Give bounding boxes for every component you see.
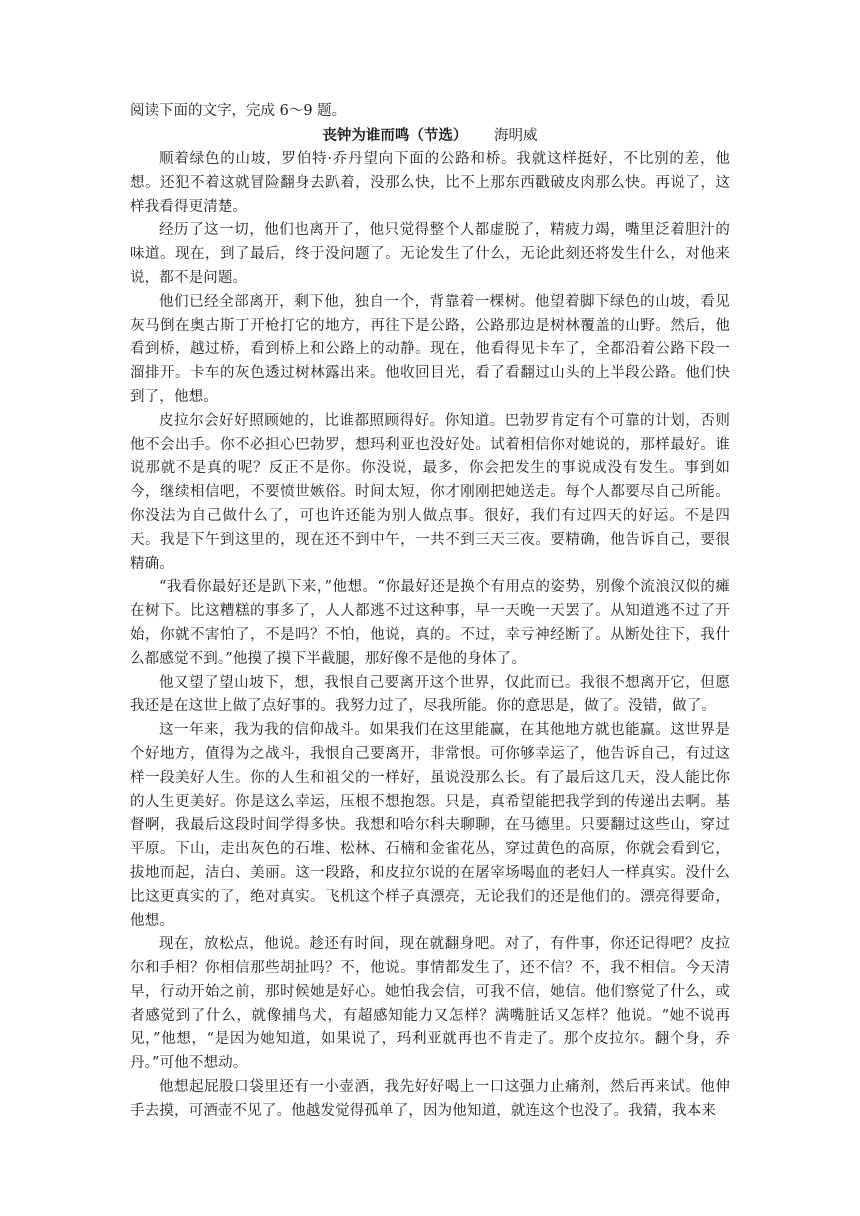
article-author: 海明威	[494, 128, 538, 144]
document-page	[130, 100, 730, 1124]
paragraph: 经历了这一切，他们也离开了，他只觉得整个人都虚脱了，精疲力竭，嘴里泛着胆汁的味道。现在，到了最后，终于没问题了。无论发生了什么，无论此刻还将发生什么，对他来说，都不是问题。	[130, 222, 730, 286]
paragraph: 他们已经全部离开，剩下他，独自一个，背靠着一棵树。他望着脚下绿色的山坡，看见灰马倒在奥古斯丁开枪打它的地方，再往下是公路，公路那边是树林覆盖的山野。然后，他看到桥，越过桥，看到桥上和公路上的动静。现在，他看得见卡车了，全都沿着公路下段一溜排开。卡车的灰色透过树林露出来。他收回目光，看了看翻过山头的上半段公路。他们快到了，他想。	[130, 293, 730, 405]
reading-instruction: 阅读下面的文字，完成 6～9 题。	[130, 103, 347, 119]
article-body	[130, 148, 730, 1124]
title-line	[130, 125, 730, 148]
paragraph: 现在，放松点，他说。趁还有时间，现在就翻身吧。对了，有件事，你还记得吧？皮拉尔和手相？你相信那些胡扯吗？不，他说。事情都发生了，还不信？不，我不相信。今天清早，行动开始之前，那时候她是好心。她怕我会信，可我不信，她信。他们察觉了什么，或者感觉到了什么，就像捕鸟犬，有超感知能力又怎样？满嘴脏话又怎样？他说。“她不说再见，”他想，“是因为她知道，如果说了，玛利亚就再也不肯走了。那个皮拉尔。翻个身，乔丹。”可他不想动。	[130, 936, 730, 1072]
article-title: 丧钟为谁而鸣（节选）	[322, 128, 468, 144]
paragraph: 他又望了望山坡下，想，我恨自己要离开这个世界，仅此而已。我很不想离开它，但愿我还是在这世上做了点好事的。我努力过了，尽我所能。你的意思是，做了。没错，做了。	[130, 674, 730, 715]
paragraph: “我看你最好还是趴下来，”他想。“你最好还是换个有用点的姿势，别像个流浪汉似的瘫在树下。比这糟糕的事多了，人人都逃不过这种事，早一天晚一天罢了。从知道逃不过了开始，你就不害怕了，不是吗？不怕，他说，真的。不过，幸亏神经断了。从断处往下，我什么都感觉不到。”他摸了摸下半截腿，那好像不是他的身体了。	[130, 579, 730, 667]
paragraph: 他想起屁股口袋里还有一小壶酒，我先好好喝上一口这强力止痛剂，然后再来试。他伸手去摸，可酒壶不见了。他越发觉得孤单了，因为他知道，就连这个也没了。我猜，我本来	[130, 1079, 730, 1119]
paragraph: 这一年来，我为我的信仰战斗。如果我们在这里能赢，在其他地方就也能赢。这世界是个好地方，值得为之战斗，我恨自己要离开，非常恨。可你够幸运了，他告诉自己，有过这样一段美好人生。你的人生和祖父的一样好，虽说没那么长。有了最后这几天，没人能比你的人生更美好。你是这么幸运，压根不想抱怨。只是，真希望能把我学到的传递出去啊。基督啊，我最后这段时间学得多快。我想和哈尔科夫聊聊，在马德里。只要翻过这些山，穿过平原。下山，走出灰色的石堆、松林、石楠和金雀花丛，穿过黄色的高原，你就会看到它，拔地而起，洁白、美丽。这一段路，和皮拉尔说的在屠宰场喝血的老妇人一样真实。没什么比这更真实的了，绝对真实。飞机这个样子真漂亮，无论我们的还是他们的。漂亮得要命，他想。	[130, 722, 730, 929]
paragraph: 顺着绿色的山坡，罗伯特·乔丹望向下面的公路和桥。我就这样挺好，不比别的差，他想。还犯不着这就冒险翻身去趴着，没那么快，比不上那东西戳破皮肉那么快。再说了，这样我看得更清楚。	[130, 151, 730, 215]
paragraph: 皮拉尔会好好照顾她的，比谁都照顾得好。你知道。巴勃罗肯定有个可靠的计划，否则他不会出手。你不必担心巴勃罗，想玛利亚也没好处。试着相信你对她说的，那样最好。谁说那就不是真的呢？反正不是你。你没说，最多，你会把发生的事说成没有发生。事到如今，继续相信吧，不要愤世嫉俗。时间太短，你才刚刚把她送走。每个人都要尽自己所能。你没法为自己做什么了，可也许还能为别人做点事。很好，我们有过四天的好运。不是四天。我是下午到这里的，现在还不到中午，一共不到三天三夜。要精确，他告诉自己，要很精确。	[130, 412, 730, 572]
